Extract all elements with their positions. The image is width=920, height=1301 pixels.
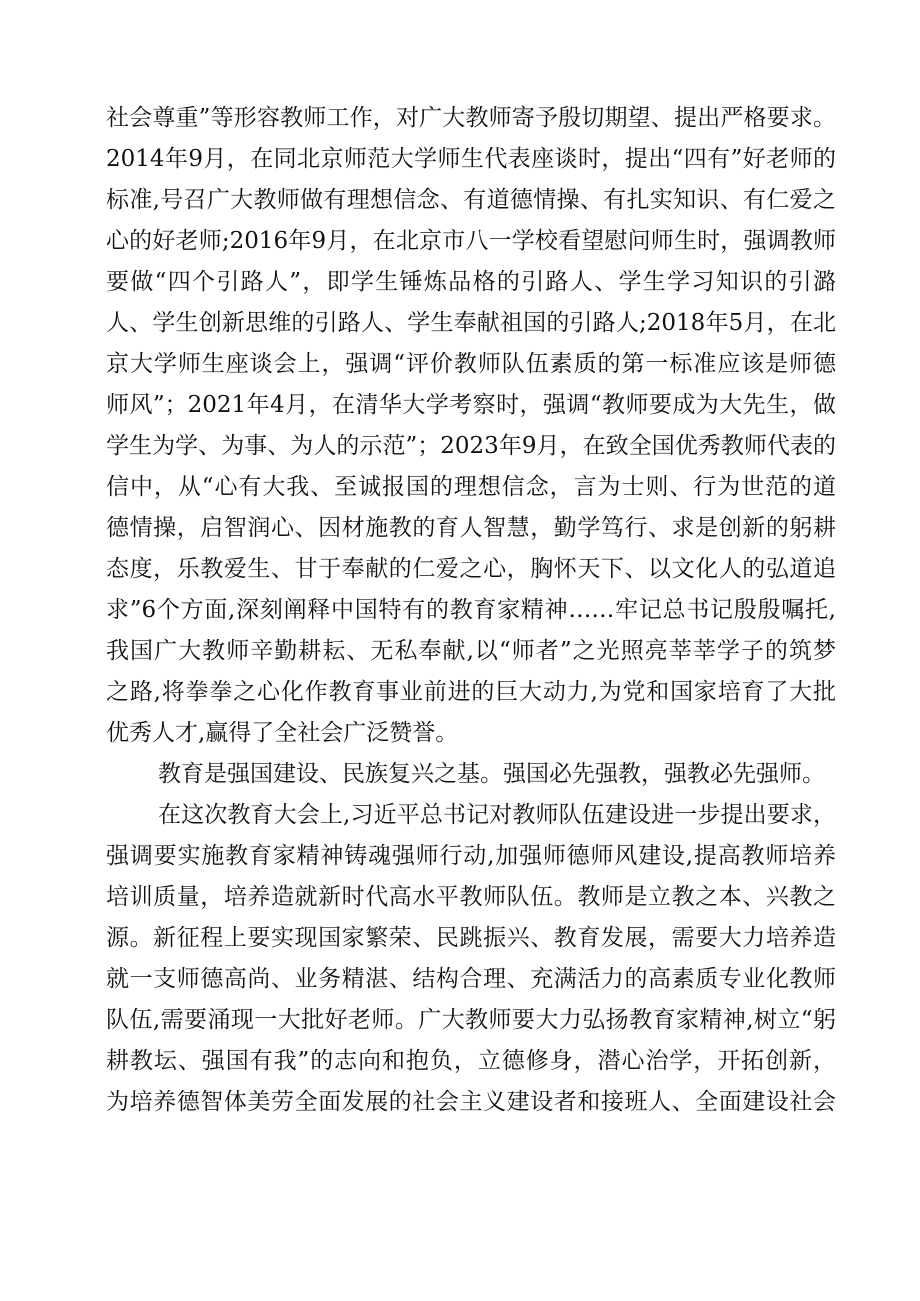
text-line: 我国广大教师辛勤耕耘、无私奉献,以“师者”之光照亮莘莘学子的筑梦 — [106, 638, 836, 664]
text-line: 人、学生创新思维的引路人、学生奉献祖国的引路人;2018年5月，在北 — [106, 310, 836, 336]
text-line: 信中，从“心有大我、至诚报国的理想信念，言为士则、行为世范的道 — [106, 474, 836, 500]
text-line: 耕教坛、强国有我”的志向和抱负，立德修身，潜心治学，开拓创新， — [106, 1048, 836, 1074]
text-line: 源。新征程上要实现国家繁荣、民跳振兴、教育发展，需要大力培养造 — [106, 925, 836, 951]
text-line: 之路,将拳拳之心化作教育事业前进的巨大动力,为党和国家培育了大批 — [106, 679, 836, 705]
text-line: 就一支师德高尚、业务精湛、结构合理、充满活力的高素质专业化教师 — [106, 966, 836, 992]
paragraph-2 — [106, 754, 836, 795]
text-line: 2014年9月，在同北京师范大学师生代表座谈时，提出“四有”好老师的 — [106, 146, 836, 172]
text-line: 学生为学、为事、为人的示范”；2023年9月，在致全国优秀教师代表的 — [106, 433, 836, 459]
text-line: 京大学师生座谈会上，强调“评价教师队伍素质的第一标准应该是师德 — [106, 351, 836, 377]
text-line: 态度，乐教爱生、甘于奉献的仁爱之心，胸怀天下、以文化人的弘道追 — [106, 556, 836, 582]
body-text — [106, 98, 836, 1123]
text-line: 社会尊重”等形容教师工作，对广大教师寄予殷切期望、提出严格要求。 — [106, 105, 836, 131]
text-line: 标准,号召广大教师做有理想信念、有道德情操、有扎实知识、有仁爱之 — [106, 187, 836, 213]
paragraph-1 — [106, 98, 836, 754]
text-line: 要做“四个引路人”，即学生锤炼品格的引路人、学生学习知识的引潞 — [106, 269, 836, 295]
text-line: 师风”；2021年4月，在清华大学考察时，强调“教师要成为大先生，做 — [106, 392, 836, 418]
text-line: 德情操，启智润心、因材施教的育人智慧，勤学笃行、求是创新的躬耕 — [106, 515, 836, 541]
text-line: 心的好老师;2016年9月，在北京市八一学校看望慰问师生时，强调教师 — [106, 228, 836, 254]
text-line: 队伍,需要涌现一大批好老师。广大教师要大力弘扬教育家精神,树立“躬 — [106, 1007, 836, 1033]
text-line: 培训质量，培养造就新时代高水平教师队伍。教师是立教之本、兴教之 — [106, 884, 836, 910]
text-line: 强调要实施教育家精神铸魂强师行动,加强师德师风建设,提高教师培养 — [106, 843, 836, 869]
paragraph-3 — [106, 795, 836, 1123]
text-line: 为培养德智体美劳全面发展的社会主义建设者和接班人、全面建设社会 — [106, 1089, 836, 1115]
text-line: 求”6个方面,深刻阐释中国特有的教育家精神……牢记总书记殷殷嘱托, — [106, 597, 836, 623]
text-line: 教育是强国建设、民族复兴之基。强国必先强教，强教必先强师。 — [158, 761, 825, 787]
text-line: 在这次教育大会上,习近平总书记对教师队伍建设进一步提出要求， — [158, 802, 836, 828]
text-line: 优秀人才,赢得了全社会广泛赞誉。 — [106, 720, 459, 746]
